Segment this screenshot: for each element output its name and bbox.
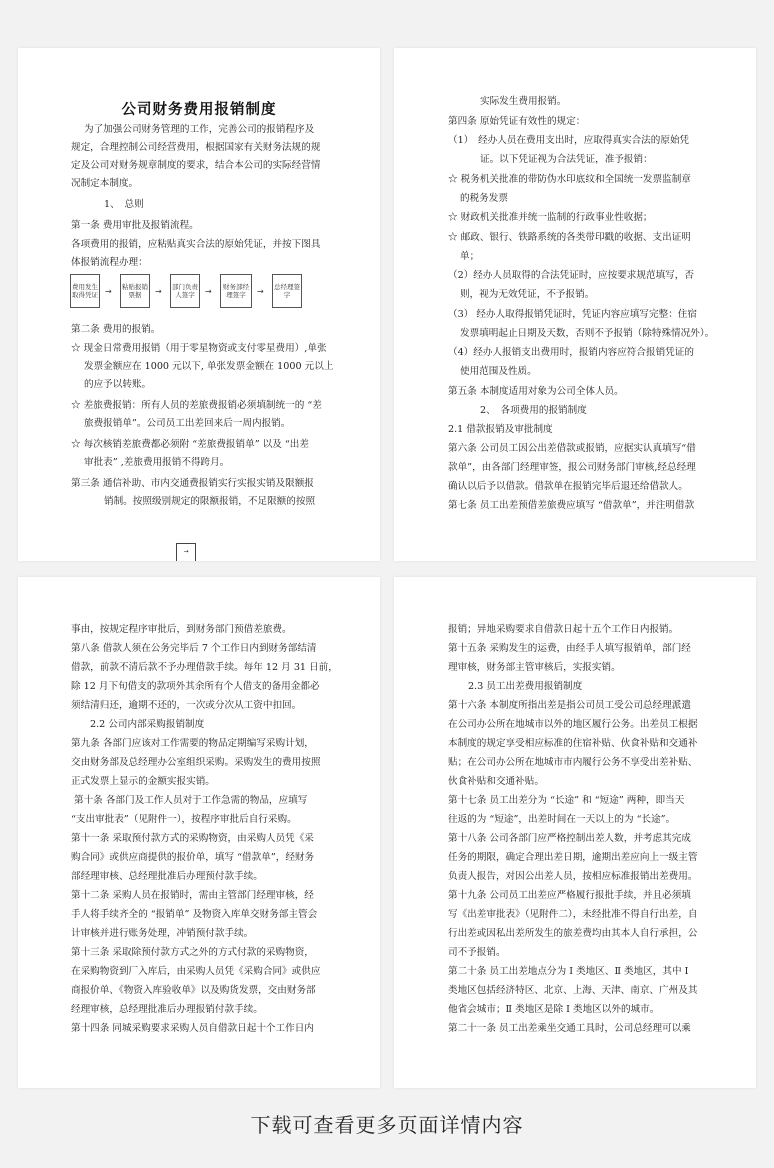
text-line: 除 12 月下旬借支的款项外其余所有个人借支的备用金都必 (71, 681, 320, 692)
text-line: 发票金额应在 1000 元以下, 单张发票金额在 1000 元以上 (84, 361, 334, 372)
flow-step: 部门负责人签字 (170, 274, 200, 308)
text-line: 本制度的规定享受相应标准的住宿补贴、伙食补贴和交通补 (448, 738, 698, 749)
text-line: 行出差或因私出差所发生的旅差费均由其本人自行承担，公 (448, 928, 698, 939)
text-line: 第十条 各部门及工作人员对于工作急需的物品，应填写 (74, 795, 308, 806)
text-line: 理审核，财务部主管审核后，实报实销。 (448, 662, 621, 673)
text-line: 第六条 公司员工因公出差借款或报销，应据实认真填写“借 (448, 443, 696, 454)
text-line: 旅费报销单”。公司员工出差回来后一周内报销。 (84, 418, 291, 429)
document-title: 公司财务费用报销制度 (121, 102, 277, 118)
text-line: 使用范围及性质。 (460, 366, 537, 377)
text-line: 第三条 通信补助、市内交通费报销实行实报实销及限额报 (71, 478, 314, 489)
arrow-right-icon: → (155, 287, 162, 296)
text-line: 须结清归还，逾期不还的，一次或分次从工资中扣回。 (71, 700, 302, 711)
text-line: 第十四条 同城采购要求采购人员自借款日起十个工作日内 (71, 1023, 314, 1034)
arrow-right-icon: → (105, 287, 112, 296)
text-line: 单； (460, 251, 480, 262)
text-line: 贴；在公司办公所在地城市市内履行公务不享受出差补贴、 (448, 757, 698, 768)
text-line: 第九条 各部门应该对工作需要的物品定期编写采购计划， (71, 738, 314, 749)
text-line: 计审核并进行账务处理，冲销预付款手续。 (71, 928, 254, 939)
text-line: 的税务发票 (460, 193, 508, 204)
text-line: 的应予以转账。 (84, 379, 152, 390)
text-line: 各项费用的报销，应粘贴真实合法的原始凭证，并按下图具 (71, 239, 321, 250)
text-line: ☆ 财政机关批准并统一监制的行政事业性收据； (448, 212, 653, 223)
text-line: （1） 经办人员在费用支出时，应取得真实合法的原始凭 (448, 135, 690, 146)
text-line: 手人将手续齐全的 “报销单” 及物资入库单交财务部主管会 (71, 909, 318, 920)
download-more-link[interactable]: 下载可查看更多页面详情内容 (250, 1113, 524, 1137)
text-line: “支出审批表”（见附件一），按程序审批后自行采购。 (71, 814, 297, 825)
flow-step: 费用发生取得凭证 (70, 274, 100, 308)
text-line: 发票填明起止日期及天数，否则不予报销（除特殊情况外）。 (460, 328, 715, 339)
text-line: （3） 经办人取得报销凭证时，凭证内容应填写完整：住宿 (448, 309, 697, 320)
text-line: 商报价单、《物资入库验收单》以及购货发票，交由财务部 (71, 985, 316, 996)
flow-step: 财务部经理签字 (220, 274, 252, 308)
text-line: 为了加强公司财务管理的工作，完善公司的报销程序及 (84, 124, 315, 135)
page-marker: → (176, 543, 196, 561)
text-line: 第十六条 本制度所指出差是指公司员工受公司总经理派遣 (448, 700, 691, 711)
text-line: 确认以后予以借款。借款单在报销完毕后退还给借款人。 (448, 481, 688, 492)
text-line: 规定，合理控制公司经营费用，根据国家有关财务法规的规 (71, 142, 321, 153)
document-page-3 (18, 577, 380, 1088)
text-line: 则，视为无效凭证，不予报销。 (460, 289, 595, 300)
text-line: 第二条 费用的报销。 (71, 324, 161, 335)
text-line: 伙食补贴和交通补贴。 (448, 776, 544, 787)
text-line: 事由，按规定程序审批后，到财务部门预借差旅费。 (71, 624, 292, 635)
text-line: 第十三条 采取除预付款方式之外的方式付款的采购物资， (71, 947, 314, 958)
arrow-right-icon: → (257, 287, 264, 296)
text-line: 定及公司对财务规章制度的要求，结合本公司的实际经营情 (71, 160, 321, 171)
text-line: 第一条 费用审批及报销流程。 (71, 220, 199, 231)
text-line: ☆ 差旅费报销：所有人员的差旅费报销必须填制统一的 “差 (71, 400, 322, 411)
text-line: 报销；异地采购要求自借款日起十五个工作日内报销。 (448, 624, 679, 635)
text-line: 购合同》或供应商提供的报价单，填写 “借款单”，经财务 (71, 852, 315, 863)
text-line: 第十七条 员工出差分为 “长途” 和 “短途” 两种，即当天 (448, 795, 685, 806)
text-line: 在采购物资到厂入库后，由采购人员凭《采购合同》或供应 (71, 966, 321, 977)
section-heading: 2、 各项费用的报销制度 (480, 405, 587, 416)
text-line: 他省会城市；Ⅱ 类地区是除 Ⅰ 类地区以外的城市。 (448, 1004, 660, 1015)
document-page-2 (394, 48, 756, 561)
reimbursement-flowchart (70, 274, 306, 314)
text-line: 交由财务部及总经理办公室组织采购。采购发生的费用按照 (71, 757, 321, 768)
text-line: 第二十一条 员工出差乘坐交通工具时，公司总经理可以乘 (448, 1023, 691, 1034)
text-line: 第四条 原始凭证有效性的规定： (448, 116, 586, 127)
text-line: 销制。按照级别规定的限额报销，不足限额的按照 (104, 496, 316, 507)
text-line: 第五条 本制度适用对象为公司全体人员。 (448, 386, 624, 397)
text-line: 部经理审核、总经理批准后办理预付款手续。 (71, 871, 263, 882)
text-line: 第二十条 员工出差地点分为 Ⅰ 类地区、Ⅱ 类地区，其中 Ⅰ (448, 966, 689, 977)
text-line: 类地区包括经济特区、北京、上海、天津、南京、广州及其 (448, 985, 698, 996)
text-line: 往返的为 “短途”，出差时间在一天以上的为 “长途”。 (448, 814, 676, 825)
text-line: 证。以下凭证视为合法凭证，准予报销： (480, 154, 653, 165)
text-line: 第七条 员工出差预借差旅费应填写 “借款单”，并注明借款 (448, 500, 695, 511)
text-line: （2）经办人员取得的合法凭证时，应按要求规范填写，否 (448, 270, 694, 281)
section-heading: 1、 总则 (104, 199, 144, 210)
section-subheading: 2.2 公司内部采购报销制度 (90, 719, 205, 730)
text-line: 写《出差审批表》（见附件二），未经批准不得自行出差，自 (448, 909, 698, 920)
text-line: 第十五条 采购发生的运费，由经手人填写报销单，部门经 (448, 643, 691, 654)
text-line: 第十一条 采取预付款方式的采购物资，由采购人员凭《采 (71, 833, 314, 844)
text-line: 任务的期限，确定合理出差日期，逾期出差应向上一级主管 (448, 852, 698, 863)
text-line: （4）经办人报销支出费用时，报销内容应符合报销凭证的 (448, 347, 694, 358)
section-subheading: 2.3 员工出差费用报销制度 (468, 681, 583, 692)
text-line: ☆ 邮政、银行、铁路系统的各类带印戳的收据、支出证明 (448, 232, 691, 243)
text-line: 体报销流程办理： (71, 257, 148, 268)
text-line: ☆ 每次核销差旅费都必须附 “差旅费报销单” 以及 “出差 (71, 439, 309, 450)
text-line: 况制定本制度。 (71, 178, 139, 189)
flow-step: 总经理签字 (272, 274, 302, 308)
text-line: 司不予报销。 (448, 947, 506, 958)
text-line: ☆ 税务机关批准的带防伪水印底纹和全国统一发票监制章 (448, 174, 691, 185)
arrow-right-icon: → (205, 287, 212, 296)
text-line: 款单”，由各部门经理审签，报公司财务部门审核,经总经理 (448, 462, 696, 473)
text-line: ☆ 现金日常费用报销（用于零星物资或支付零星费用）,单张 (71, 343, 327, 354)
flow-step: 粘贴报销票据 (120, 274, 150, 308)
text-line: 审批表” ,差旅费用报销不得跨月。 (84, 457, 230, 468)
text-line: 借款，前款不清后款不予办理借款手续。每年 12 月 31 日前， (71, 662, 338, 673)
document-page-4 (394, 577, 756, 1088)
text-line: 在公司办公所在地城市以外的地区履行公务。出差员工根据 (448, 719, 698, 730)
text-line: 第十二条 采购人员在报销时，需由主管部门经理审核，经 (71, 890, 314, 901)
text-line: 第八条 借款人须在公务完毕后 7 个工作日内到财务部结清 (71, 643, 317, 654)
section-subheading: 2.1 借款报销及审批制度 (448, 424, 553, 435)
text-line: 第十八条 公司各部门应严格控制出差人数，并考虑其完成 (448, 833, 691, 844)
text-line: 负责人报告，对因公出差人员，按相应标准报销出差费用。 (448, 871, 698, 882)
text-line: 正式发票上显示的金额实报实销。 (71, 776, 215, 787)
text-line: 第十九条 公司员工出差应严格履行报批手续，并且必须填 (448, 890, 691, 901)
document-page-1 (18, 48, 380, 561)
text-line: 实际发生费用报销。 (480, 96, 567, 107)
text-line: 经理审核，总经理批准后办理报销付款手续。 (71, 1004, 263, 1015)
